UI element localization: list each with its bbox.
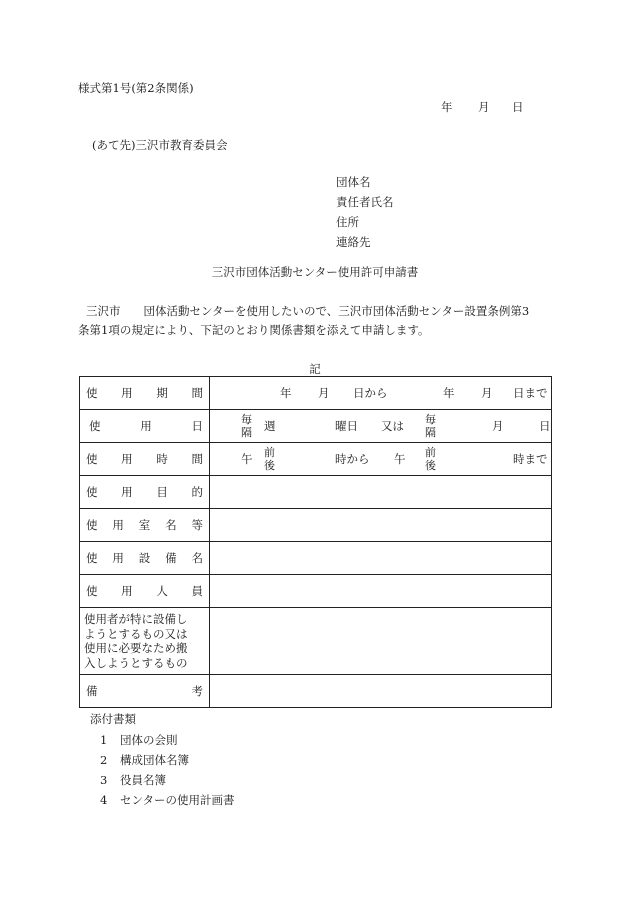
- address-label: 住所: [336, 215, 359, 229]
- purpose-field[interactable]: [210, 476, 552, 509]
- attachment-item: 2 構成団体名簿: [100, 753, 189, 767]
- table-row-people: [80, 575, 552, 608]
- period-label: 使 用 期 間: [80, 377, 210, 410]
- addressee: (あて先)三沢市教育委員会: [92, 138, 228, 152]
- remarks-label: 備 考: [80, 675, 210, 708]
- people-field[interactable]: [210, 575, 552, 608]
- date-year: 年: [441, 100, 453, 114]
- ki-heading: 記: [309, 362, 321, 376]
- table-row-use-days: [80, 410, 552, 443]
- attachments-heading: 添付書類: [90, 712, 136, 726]
- attachment-item: 1 団体の会則: [100, 733, 178, 747]
- form-number: 様式第1号(第2条関係): [78, 81, 194, 95]
- equipment-label: 使 用 設 備 名: [80, 542, 210, 575]
- rooms-label: 使 用 室 名 等: [80, 509, 210, 542]
- table-row-period: [80, 377, 552, 410]
- table-row-remarks: [80, 675, 552, 708]
- rooms-field[interactable]: [210, 509, 552, 542]
- body-line-1: 三沢市 団体活動センターを使用したいので、三沢市団体活動センター設置条例第3: [86, 304, 530, 318]
- date-day: 日: [512, 100, 524, 114]
- equipment-field[interactable]: [210, 542, 552, 575]
- purpose-label: 使 用 目 的: [80, 476, 210, 509]
- special-equipment-label: 使用者が特に設備し ようとするもの又は 使用に必要なため搬 入しようとするもの: [80, 608, 210, 675]
- use-days-label: 使 用 日: [80, 410, 210, 443]
- representative-label: 責任者氏名: [336, 195, 394, 209]
- body-line-2: 条第1項の規定により、下記のとおり関係書類を添えて申請します。: [78, 323, 430, 337]
- use-time-label: 使 用 時 間: [80, 443, 210, 476]
- table-row-equipment: [80, 542, 552, 575]
- document-title: 三沢市団体活動センター使用許可申請書: [211, 265, 419, 279]
- application-table: [79, 376, 552, 708]
- group-name-label: 団体名: [336, 175, 371, 189]
- use-time-field[interactable]: 午 前 後 時から 午 前 後 時まで: [210, 443, 552, 476]
- contact-label: 連絡先: [336, 235, 371, 249]
- period-field[interactable]: 年 月 日から 年 月 日まで: [210, 377, 552, 410]
- table-row-rooms: [80, 509, 552, 542]
- date-month: 月: [478, 100, 490, 114]
- attachment-item: 4 センターの使用計画書: [100, 793, 235, 807]
- body-paragraph: [78, 302, 556, 340]
- table-row-purpose: [80, 476, 552, 509]
- attachment-item: 3 役員名簿: [100, 773, 166, 787]
- remarks-field[interactable]: [210, 675, 552, 708]
- people-label: 使 用 人 員: [80, 575, 210, 608]
- special-equipment-field[interactable]: [210, 608, 552, 675]
- applicant-block: [336, 172, 394, 252]
- table-row-special-equipment: [80, 608, 552, 675]
- use-days-field[interactable]: 毎 隔 週 曜日 又は 毎 隔 月 日: [210, 410, 552, 443]
- table-row-use-time: [80, 443, 552, 476]
